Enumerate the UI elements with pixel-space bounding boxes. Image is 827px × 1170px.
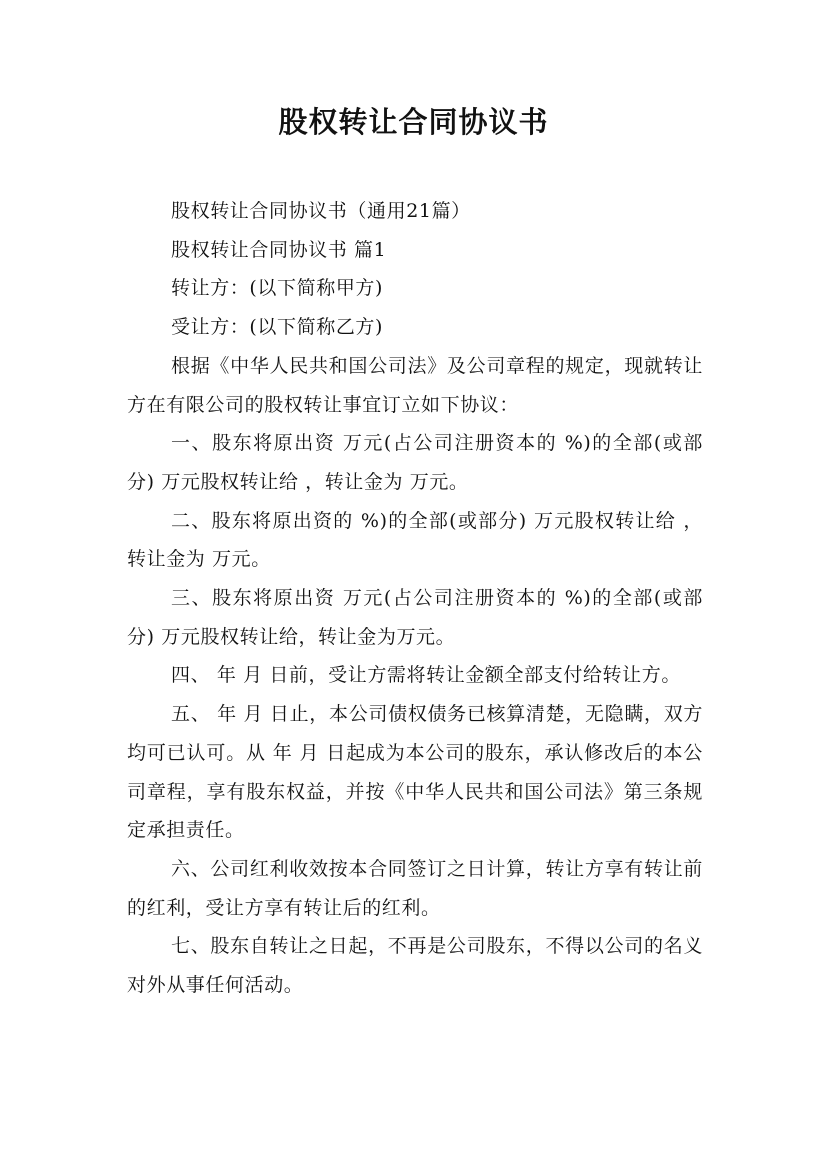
paragraph-clause-3: 三、股东将原出资 万元(占公司注册资本的 %)的全部(或部分) 万元股权转让给，转让金为万元。 (127, 587, 703, 648)
paragraph-clause-6: 六、公司红利收效按本合同签订之日计算，转让方享有转让前的红利，受让方享有转让后的红利。 (127, 857, 703, 919)
paragraph-clause-7: 七、股东自转让之日起，不再是公司股东，不得以公司的名义对外从事任何活动。 (127, 935, 703, 997)
paragraph-transferee: 受让方：(以下简称乙方) (171, 316, 384, 339)
paragraph-clause-4: 四、 年 月 日前，受让方需将转让金额全部支付给转让方。 (171, 664, 681, 687)
paragraph-collection-heading: 股权转让合同协议书（通用21篇） (171, 200, 471, 222)
paragraph-clause-2: 二、股东将原出资的 %)的全部(或部分) 万元股权转让给 ，转让金为 万元。 (127, 509, 703, 571)
document-title: 股权转让合同协议书 (278, 105, 549, 139)
paragraph-article-heading: 股权转让合同协议书 篇1 (171, 238, 387, 261)
paragraph-clause-5: 五、 年 月 日止，本公司债权债务已核算清楚，无隐瞒，双方均可已认可。从 年 月 日起成为本公司的股东，承认修改后的本公司章程，享有股东权益，并按《中华人民共和国公司法》第三条规定承担责任。 (127, 703, 703, 842)
document-body (127, 192, 703, 1005)
paragraph-preamble: 根据《中华人民共和国公司法》及公司章程的规定，现就转让方在有限公司的股权转让事宜订立如下协议： (127, 354, 703, 416)
paragraph-clause-1: 一、股东将原出资 万元(占公司注册资本的 %)的全部(或部分) 万元股权转让给 ，转让金为 万元。 (127, 432, 703, 493)
paragraph-transferor: 转让方：(以下简称甲方) (171, 277, 384, 300)
